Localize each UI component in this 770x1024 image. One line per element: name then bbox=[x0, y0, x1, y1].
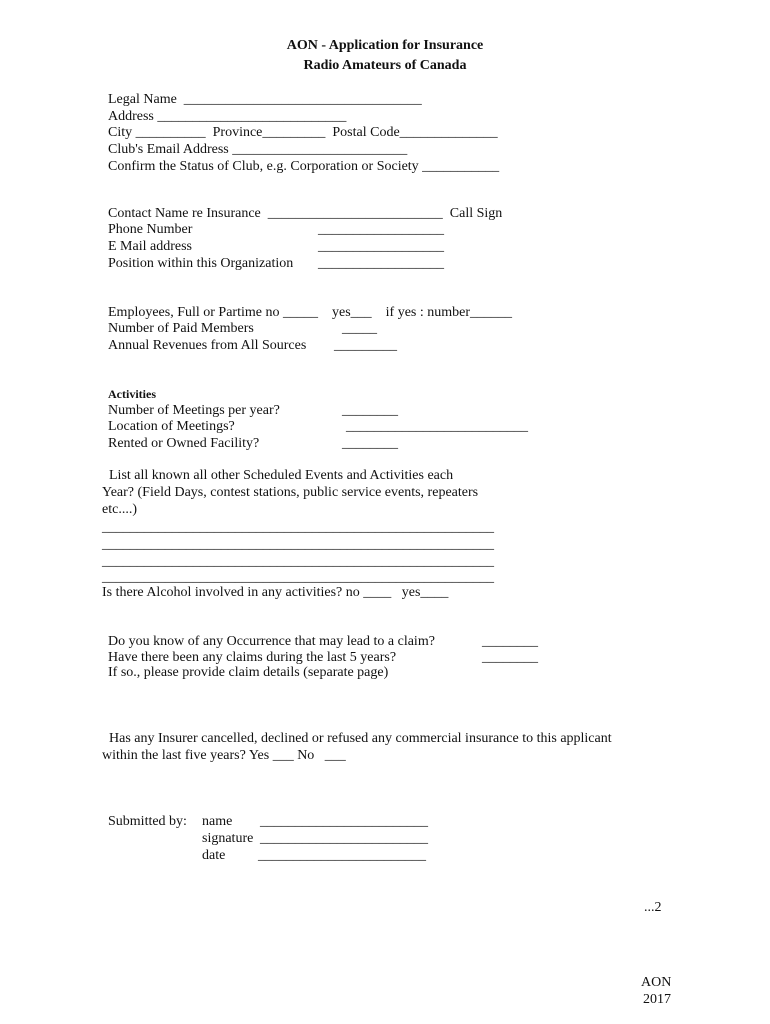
phone-field[interactable]: __________________ bbox=[318, 222, 444, 237]
signature-field[interactable]: ________________________ bbox=[260, 831, 428, 846]
paid-members-field[interactable]: _____ bbox=[342, 321, 377, 336]
claims-label: Have there been any claims during the last 5 years? bbox=[108, 650, 397, 665]
date-field[interactable]: ________________________ bbox=[258, 848, 426, 863]
position-label: Position within this Organization bbox=[108, 256, 294, 271]
city-province-postal-field[interactable]: City __________ Province_________ Postal Code______________ bbox=[108, 125, 498, 140]
occurrence-field[interactable]: ________ bbox=[482, 634, 538, 649]
paid-members-label: Number of Paid Members bbox=[108, 321, 254, 336]
submitter-name-field[interactable]: ________________________ bbox=[260, 814, 428, 829]
occurrence-label: Do you know of any Occurrence that may lead to a claim? bbox=[108, 634, 435, 649]
meetings-field[interactable]: ________ bbox=[342, 403, 398, 418]
revenues-field[interactable]: _________ bbox=[334, 338, 397, 353]
events-text: etc....) bbox=[102, 502, 137, 517]
contact-name-field[interactable]: Contact Name re Insurance _________________________ Call Sign bbox=[108, 206, 503, 221]
meetings-label: Number of Meetings per year? bbox=[108, 403, 280, 418]
insurer-answer-field[interactable]: within the last five years? Yes ___ No ___ bbox=[102, 748, 346, 763]
meeting-location-label: Location of Meetings? bbox=[108, 419, 235, 434]
date-label: date bbox=[202, 848, 226, 863]
alcohol-field[interactable]: Is there Alcohol involved in any activities? no ____ yes____ bbox=[102, 585, 449, 600]
facility-field[interactable]: ________ bbox=[342, 436, 398, 451]
claim-details-text: If so., please provide claim details (separate page) bbox=[108, 665, 389, 680]
contact-email-label: E Mail address bbox=[108, 239, 192, 254]
position-field[interactable]: __________________ bbox=[318, 256, 444, 271]
address-field[interactable]: Address ___________________________ bbox=[108, 109, 347, 124]
footer-year: 2017 bbox=[643, 992, 671, 1007]
events-blank-line[interactable]: ________________________________________________________ bbox=[102, 570, 494, 585]
events-text: Year? (Field Days, contest stations, public service events, repeaters bbox=[102, 485, 479, 500]
page-marker: ...2 bbox=[644, 900, 662, 915]
page-title: AON - Application for Insurance bbox=[286, 38, 484, 53]
events-blank-line[interactable]: ________________________________________________________ bbox=[102, 520, 494, 535]
claims-field[interactable]: ________ bbox=[482, 650, 538, 665]
meeting-location-field[interactable]: __________________________ bbox=[346, 419, 528, 434]
events-blank-line[interactable]: ________________________________________________________ bbox=[102, 554, 494, 569]
footer-org: AON bbox=[641, 975, 672, 990]
employees-field[interactable]: Employees, Full or Partime no _____ yes___ if yes : number______ bbox=[108, 305, 513, 320]
revenues-label: Annual Revenues from All Sources bbox=[108, 338, 307, 353]
events-text: List all known all other Scheduled Events and Activities each bbox=[102, 468, 454, 483]
signature-label: signature bbox=[202, 831, 254, 846]
club-email-field[interactable]: Club's Email Address _________________________ bbox=[108, 142, 408, 157]
page-subtitle: Radio Amateurs of Canada bbox=[303, 58, 467, 73]
submitted-by-label: Submitted by: bbox=[108, 814, 187, 829]
phone-label: Phone Number bbox=[108, 222, 193, 237]
name-label: name bbox=[202, 814, 233, 829]
contact-email-field[interactable]: __________________ bbox=[318, 239, 444, 254]
legal-name-field[interactable]: Legal Name __________________________________ bbox=[108, 92, 422, 107]
club-status-field[interactable]: Confirm the Status of Club, e.g. Corporation or Society ___________ bbox=[108, 159, 500, 174]
insurer-question: Has any Insurer cancelled, declined or refused any commercial insurance to this applicant bbox=[102, 731, 612, 746]
activities-heading: Activities bbox=[108, 387, 156, 401]
events-blank-line[interactable]: ________________________________________________________ bbox=[102, 537, 494, 552]
facility-label: Rented or Owned Facility? bbox=[108, 436, 260, 451]
